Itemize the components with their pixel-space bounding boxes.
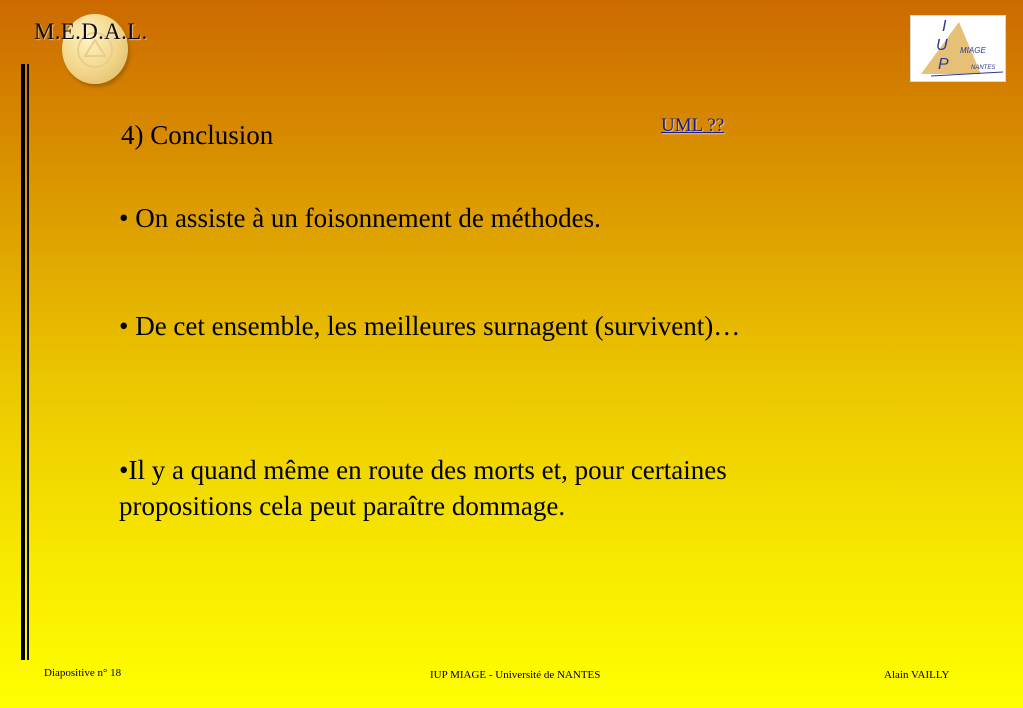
- bullet-best-survive: [119, 308, 740, 344]
- section-title: 4) Conclusion: [121, 120, 274, 150]
- bullet-dead-methods: [119, 452, 727, 524]
- iup-miage-logo: [910, 15, 1006, 82]
- bullet-line: •Il y a quand même en route des morts et, pour certaines: [119, 455, 727, 485]
- footer-institution: IUP MIAGE - Université de NANTES: [430, 669, 601, 681]
- logo-word-nantes: NANTES: [971, 65, 996, 71]
- bullet-line: • De cet ensemble, les meilleures surnagent (survivent)…: [119, 311, 741, 341]
- logo-letter-i: I: [942, 18, 947, 35]
- bullet-line: • On assiste à un foisonnement de méthodes.: [119, 203, 601, 233]
- left-rule-thick: [21, 64, 25, 660]
- bullet-line: propositions cela peut paraître dommage.: [119, 491, 566, 521]
- footer-author: Alain VAILLY: [884, 669, 950, 681]
- uml-link[interactable]: UML ??: [661, 115, 725, 136]
- brand-title: M.E.D.A.L.: [34, 19, 148, 44]
- logo-triangle-icon: [911, 16, 1007, 83]
- left-rule-thin: [27, 64, 29, 660]
- logo-word-miage: MIAGE: [960, 46, 986, 55]
- logo-letter-p: P: [938, 56, 949, 73]
- footer-slide-number: Diapositive n° 18: [44, 667, 122, 679]
- logo-letter-u: U: [936, 37, 948, 54]
- bullet-methods: [119, 200, 601, 236]
